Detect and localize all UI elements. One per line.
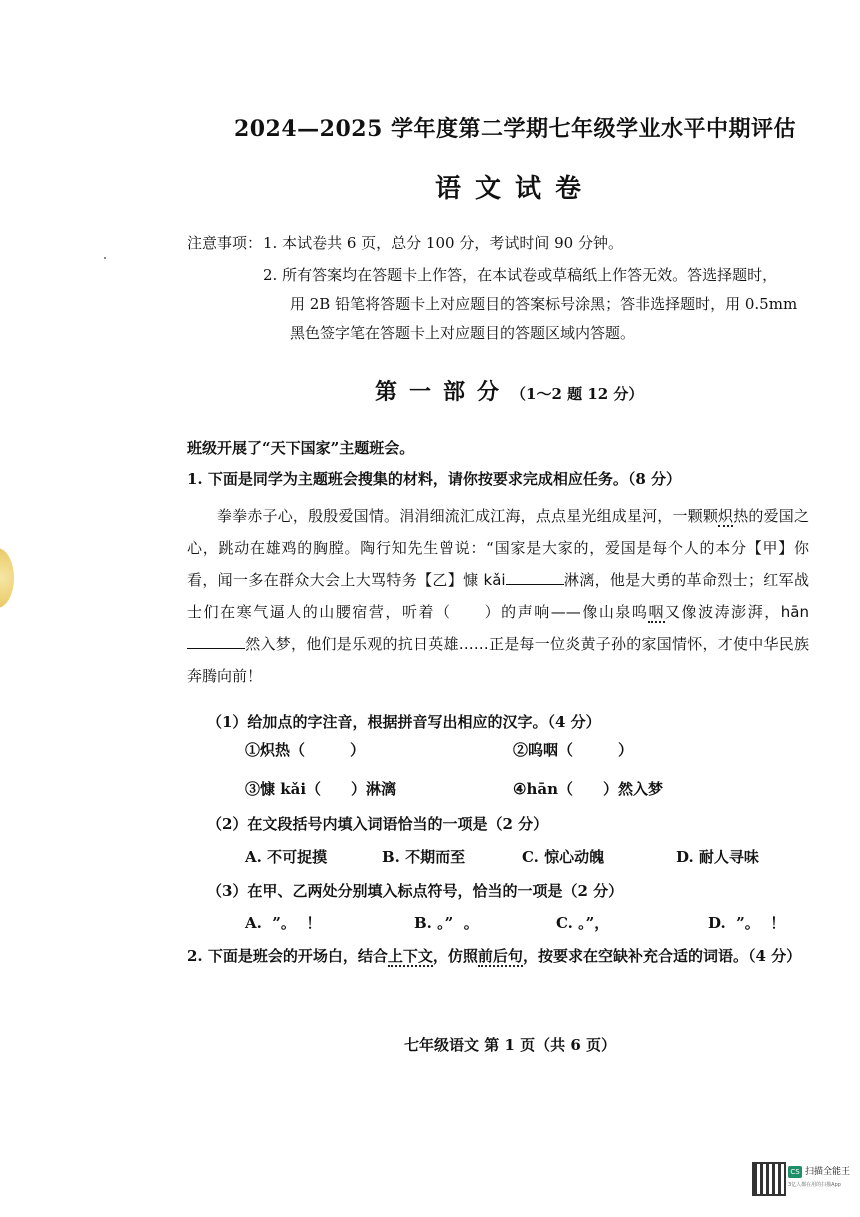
exam-title: 2024—2025 学年度第二学期七年级学业水平中期评估: [233, 116, 797, 142]
sub-question-3: （3）在甲、乙两处分别填入标点符号，恰当的一项是（2 分）: [207, 882, 624, 900]
note-item-2-line2: 用 2B 铅笔将答题卡上对应题目的答案标号涂黑；答非选择题时，用 0.5mm: [290, 295, 798, 313]
sub2-option-a: A. 不可捉摸: [245, 848, 328, 866]
part-intro: 班级开展了“天下国家”主题班会。: [187, 439, 415, 457]
sub1-item-a: ①炽热（ ）: [245, 741, 366, 759]
scanner-label: 扫描全能王: [805, 1167, 851, 1177]
answer-blank-1: [506, 570, 564, 585]
note-item-2-line3: 黑色签字笔在答题卡上对应题目的答题区域内答题。: [290, 324, 636, 342]
sub1-row-2: [245, 778, 663, 799]
passage-text-1: 拳拳赤子心，殷殷爱国情。涓涓细流汇成江海，点点星光组成星河，一颗颗: [217, 507, 719, 525]
sub-question-1: （1）给加点的字注音，根据拼音写出相应的汉字。（4 分）: [207, 713, 601, 731]
sub1-item-b: ②呜咽（ ）: [513, 741, 634, 759]
edge-stain: [0, 548, 14, 608]
scanner-sublabel: 3亿人都在用的扫描App: [788, 1182, 841, 1188]
dotted-char-yan: 咽: [648, 603, 666, 621]
scanner-watermark: [752, 1162, 851, 1198]
sub2-option-c: C. 惊心动魄: [522, 848, 605, 866]
q2-text-3: ，按要求在空缺补充合适的词语。（4 分）: [522, 947, 802, 965]
reading-passage: [187, 500, 809, 692]
question-1: 1. 下面是同学为主题班会搜集的材料，请你按要求完成相应任务。（8 分）: [187, 470, 682, 488]
part-score: （1～2 题 12 分）: [511, 385, 644, 403]
qr-code-icon: [752, 1162, 786, 1196]
q2-text-1: 2. 下面是班会的开场白，结合: [187, 947, 388, 965]
note-item-2: [263, 261, 815, 348]
sub-question-2: （2）在文段括号内填入词语恰当的一项是（2 分）: [207, 815, 549, 833]
part-title: 第一部分: [375, 379, 512, 405]
sub2-option-b: B. 不期而至: [382, 848, 466, 866]
sub3-option-a: A. ”。 ！: [245, 914, 322, 932]
sub1-item-d: ④hān（ ）然入梦: [513, 780, 663, 798]
exam-subtitle: 语文试卷: [434, 174, 595, 204]
sub1-row-1: [245, 739, 634, 760]
sub3-option-b: B. 。” 。: [414, 914, 479, 932]
page-footer: 七年级语文 第 1 页（共 6 页）: [404, 1036, 616, 1054]
dotted-char-chi: 炽: [718, 507, 734, 525]
cs-logo-icon: CS: [788, 1166, 802, 1178]
sub2-option-d: D. 耐人寻味: [676, 848, 759, 866]
passage-text-2: 热的爱国之心，跳动在雄鸡的胸膛。陶行知先生曾说：“国家是大家的，爱国是每个人的本分【甲】你看，闻一多在群众大会上大骂特务【乙】慷 kǎi: [187, 507, 809, 589]
q2-dotted-1: 上下文: [387, 947, 433, 965]
part-heading: [375, 375, 643, 406]
sub3-options: [0, 912, 860, 932]
q2-text-2: ，仿照: [432, 947, 478, 965]
notes-label: 注意事项：: [187, 234, 263, 252]
sub3-option-d: D. ”。 ！: [708, 914, 786, 932]
note-item-1: 1. 本试卷共 6 页，总分 100 分，考试时间 90 分钟。: [263, 234, 623, 252]
scan-speck: [104, 257, 106, 259]
note-item-2-line1: 2. 所有答案均在答题卡上作答，在本试卷或草稿纸上作答无效。答选择题时，: [263, 266, 778, 284]
question-2: [187, 940, 817, 972]
q2-dotted-2: 前后句: [477, 947, 523, 965]
passage-text-3: 淋漓，他是大勇的革命烈士；红军战士们在寒气逼人的山腰宿营，听着（ ）的声响——像山泉呜: [187, 571, 809, 621]
passage-text-4: 又像波涛澎湃，hān: [665, 603, 809, 621]
passage-text-5: 然入梦，他们是乐观的抗日英雄……正是每一位炎黄子孙的家国情怀，才使中华民族奔腾向前！: [187, 635, 809, 685]
answer-blank-2: [187, 634, 245, 649]
sub3-option-c: C. 。”，: [556, 914, 610, 932]
sub1-item-c: ③慷 kǎi（ ）淋漓: [245, 780, 397, 798]
sub2-options: [0, 846, 860, 866]
